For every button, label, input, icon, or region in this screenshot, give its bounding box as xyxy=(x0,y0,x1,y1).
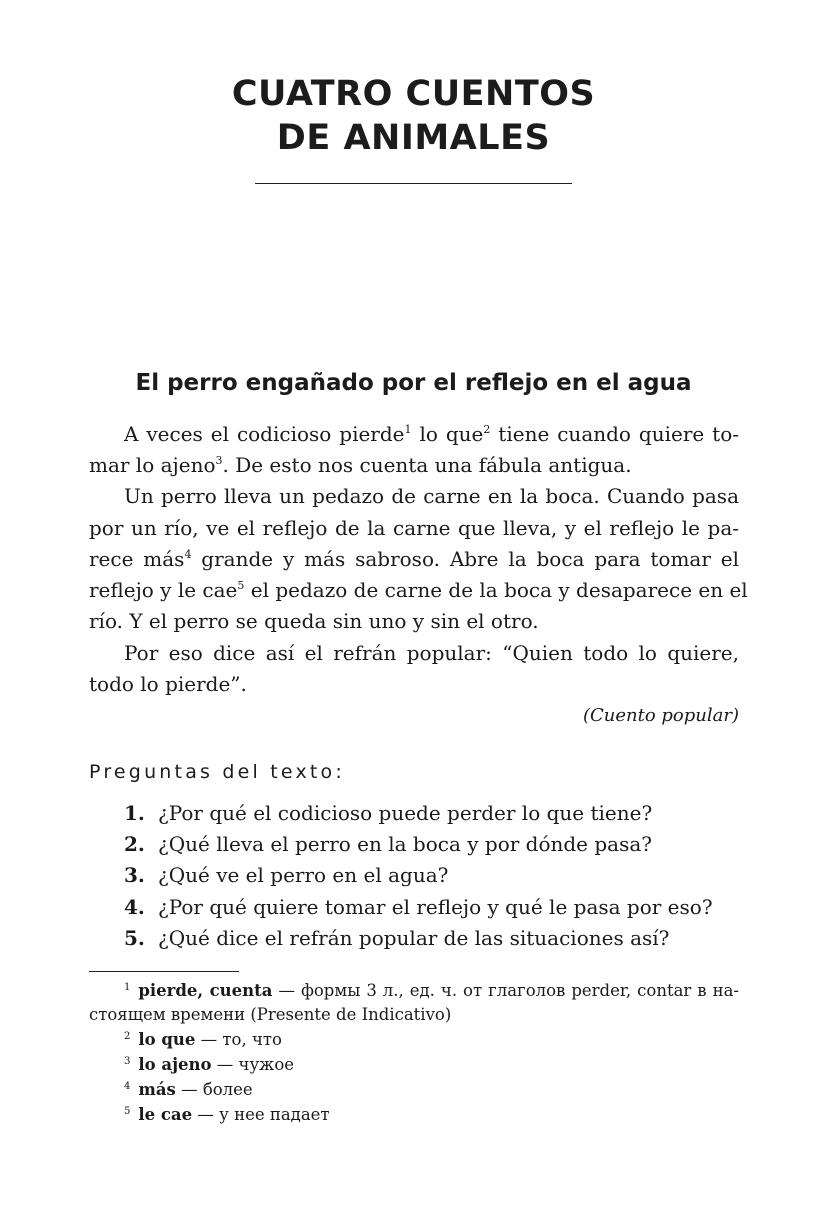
story-source: (Cuento popular) xyxy=(582,705,739,726)
paragraph-2-line-3: rece más$^4$ grande y más sabroso. Abre la boca para tomar el xyxy=(89,547,739,571)
question-text: ¿Qué dice el refrán popular de las situaciones así? xyxy=(158,926,670,950)
paragraph-3-line-1: Por eso dice así el refrán popular: “Quien todo lo quiere, xyxy=(124,641,739,665)
footnote-term: lo ajeno xyxy=(138,1055,212,1074)
question-number: 1. xyxy=(124,801,145,825)
footnote-ref[interactable]: 1 xyxy=(404,423,412,436)
footnote-term: más xyxy=(138,1080,176,1099)
footnote-ref[interactable]: 5 xyxy=(237,579,245,592)
question-number: 3. xyxy=(124,863,145,887)
question-text: ¿Qué lleva el perro en la boca y por dónde pasa? xyxy=(158,832,653,856)
paragraph-2-line-4: reflejo y le cae$^5$ el pedazo de carne de la boca y desaparece en el xyxy=(89,578,748,602)
paragraph-1-line-2: mar lo ajeno$^3$. De esto nos cuenta una fábula antigua. xyxy=(89,453,632,477)
footnote-5: $^5$ le cae — у нее падает xyxy=(124,1105,330,1124)
questions-heading: Preguntas del texto: xyxy=(89,761,345,783)
question-item xyxy=(124,798,652,829)
chapter-title-line-1: CUATRO CUENTOS xyxy=(231,74,596,114)
paragraph-2-line-5: río. Y el perro se queda sin uno y sin el otro. xyxy=(89,609,539,633)
question-item xyxy=(124,892,713,923)
question-number: 5. xyxy=(124,926,145,950)
footnote-separator xyxy=(89,971,239,972)
question-text: ¿Por qué quiere tomar el reflejo y qué le pasa por eso? xyxy=(158,895,713,919)
footnote-mark: 3 xyxy=(124,1056,131,1067)
question-text: ¿Por qué el codicioso puede perder lo que tiene? xyxy=(158,801,653,825)
question-item xyxy=(124,860,448,891)
title-underline-rule xyxy=(255,183,572,184)
question-number: 2. xyxy=(124,832,145,856)
story-title: El perro engañado por el reflejo en el agua xyxy=(135,370,692,396)
paragraph-2-line-1: Un perro lleva un pedazo de carne en la boca. Cuando pasa xyxy=(124,484,739,508)
chapter-title xyxy=(0,72,827,160)
footnote-ref[interactable]: 4 xyxy=(184,548,192,561)
footnote-1-line-2: стоящем времени (Presente de Indicativo) xyxy=(89,1005,452,1024)
footnote-ref[interactable]: 2 xyxy=(483,423,491,436)
footnote-ref[interactable]: 3 xyxy=(215,454,223,467)
footnote-term: pierde, cuenta xyxy=(138,981,273,1000)
footnote-1-line-1: $^1$ pierde, cuenta — формы 3 л., ед. ч. от глаголов perder, contar в на- xyxy=(124,981,739,1000)
footnote-term: lo que xyxy=(138,1030,196,1049)
question-item xyxy=(124,923,669,954)
footnote-mark: 4 xyxy=(124,1081,131,1092)
chapter-title-line-2: DE ANIMALES xyxy=(276,118,551,158)
question-text: ¿Qué ve el perro en el agua? xyxy=(158,863,449,887)
paragraph-1-line-1: A veces el codicioso pierde$^1$ lo que$^2$ tiene cuando quiere to- xyxy=(124,422,739,446)
footnote-4: $^4$ más — более xyxy=(124,1080,253,1099)
paragraph-3-line-2: todo lo pierde”. xyxy=(89,672,247,696)
footnote-2: $^2$ lo que — то, что xyxy=(124,1030,282,1049)
question-item xyxy=(124,829,652,860)
paragraph-2-line-2: por un río, ve el reflejo de la carne que lleva, y el reflejo le pa- xyxy=(89,516,739,540)
footnote-mark: 1 xyxy=(124,982,131,993)
footnote-3: $^3$ lo ajeno — чужое xyxy=(124,1055,295,1074)
footnote-term: le cae xyxy=(138,1105,193,1124)
footnote-mark: 2 xyxy=(124,1031,131,1042)
question-number: 4. xyxy=(124,895,145,919)
footnote-mark: 5 xyxy=(124,1106,131,1117)
